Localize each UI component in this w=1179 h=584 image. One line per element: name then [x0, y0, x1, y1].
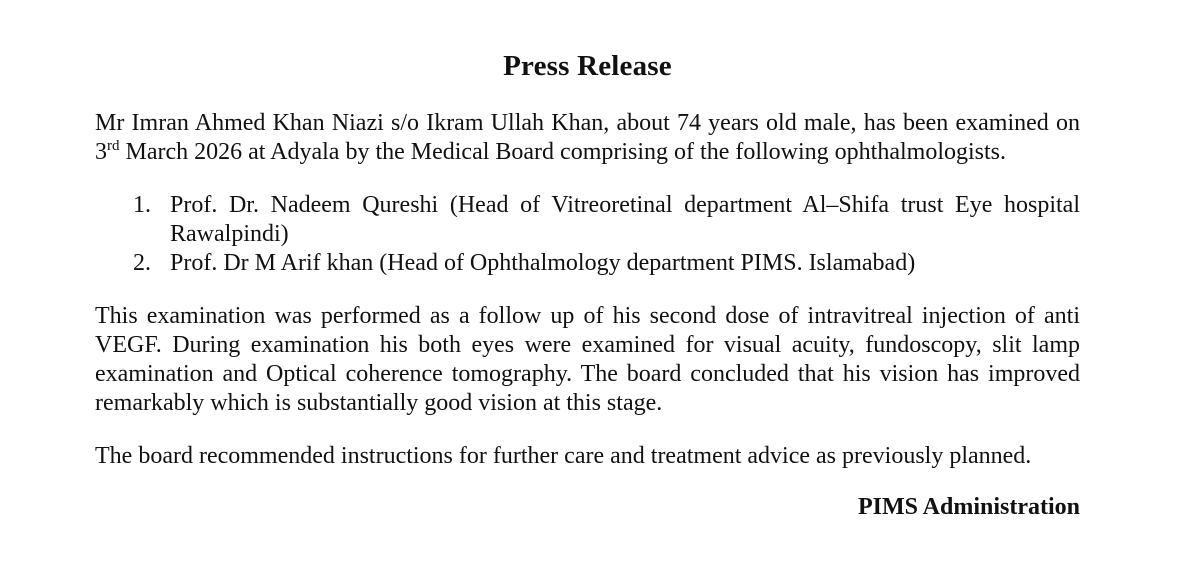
- intro-text-start: Mr Imran Ahmed Khan Niazi s/o Ikram Ullah Khan, about 74 years old male, has been examined on 3: [95, 110, 1080, 165]
- intro-paragraph: [95, 109, 1080, 167]
- document-title: Press Release: [503, 50, 672, 82]
- intro-text-end: March 2026 at Adyala by the Medical Board comprising of the following ophthalmologists.: [119, 139, 1007, 165]
- list-item-text: Prof. Dr M Arif khan (Head of Ophthalmology department PIMS. Islamabad): [170, 250, 916, 276]
- signature: PIMS Administration: [857, 494, 1080, 520]
- list-item: [95, 249, 1080, 278]
- list-item-number: 2.: [133, 250, 151, 276]
- list-item-text: Prof. Dr. Nadeem Qureshi (Head of Vitreoretinal department Al–Shifa trust Eye hospital Rawalpindi): [170, 192, 1080, 247]
- examination-paragraph: This examination was performed as a follow up of his second dose of intravitreal injection of anti VEGF. During examination his both eyes were examined for visual acuity, fundoscopy, slit lamp examination and Optical coherence tomography. The board concluded that his vision has improved remarkably which is substantially good vision at this stage.: [95, 303, 1080, 416]
- list-item-number: 1.: [133, 192, 151, 218]
- board-members-list: [95, 191, 1080, 278]
- recommendation-paragraph: The board recommended instructions for further care and treatment advice as previously planned.: [95, 443, 1032, 469]
- ordinal-superscript: rd: [107, 138, 120, 154]
- list-item: [95, 191, 1080, 249]
